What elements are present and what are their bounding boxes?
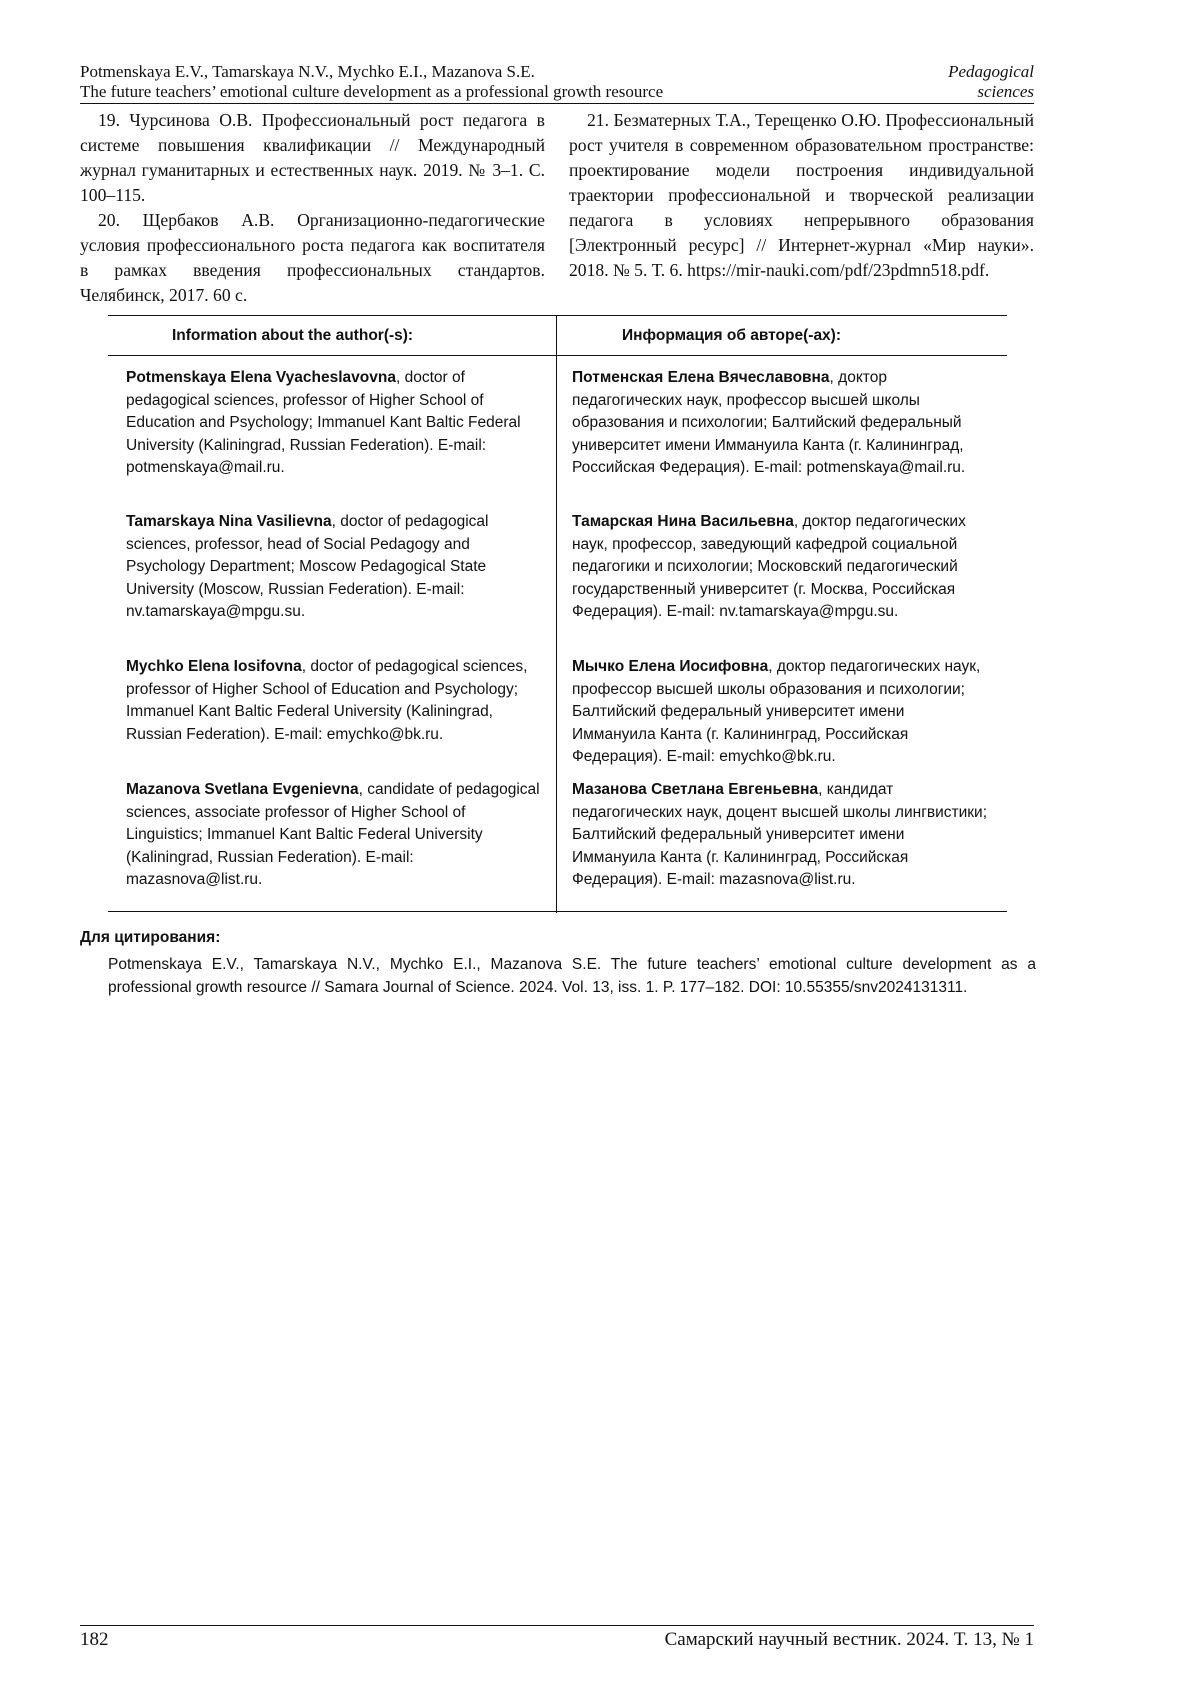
journal-issue: Самарский научный вестник. 2024. Т. 13, № 1 (664, 1629, 1034, 1650)
section-line-1: Pedagogical (948, 62, 1034, 81)
author-1-desc-en: , doctor of pedagogical sciences, professor of Higher School of Education and Psychology; Immanuel Kant Baltic Federal University (Kaliningrad, Russian Federation). E-mail: potmenskaya@mail.ru. (126, 369, 521, 476)
author-2-desc-en: , doctor of pedagogical sciences, professor, head of Social Pedagogy and Psychology Department; Moscow Pedagogical State University (Moscow, Russian Federation). E-mail: nv.tamarskaya@mpgu.su. (126, 513, 489, 620)
author-3-ru (572, 656, 990, 769)
author-2-desc-ru: , доктор педагогических наук, профессор, заведующий кафедрой социальной педагогики и психологии; Московский педагогический государственный университет (г. Москва, Российская Федерация). E-mail: nv.tamarskaya@mpgu.su. (572, 513, 966, 620)
author-2-name-ru: Тамарская Нина Васильевна (572, 513, 794, 530)
running-header-article-title: The future teachers’ emotional culture development as a professional growth resource (80, 82, 664, 101)
author-4-ru (572, 779, 990, 892)
author-4-name-en: Mazanova Svetlana Evgenievna (126, 781, 359, 798)
author-4-desc-ru: , кандидат педагогических наук, доцент высшей школы лингвистики; Балтийский федеральный университет имени Иммануила Канта (г. Калининград, Российская Федерация). E-mail: mazasnova@list.ru. (572, 781, 987, 888)
author-1-ru (572, 367, 990, 480)
header-rule (80, 103, 1034, 104)
author-info-header-en: Information about the author(-s): (172, 327, 414, 344)
citation-label: Для цитирования: (80, 929, 221, 946)
running-header-section (834, 62, 1034, 102)
table-rule-top (108, 315, 1007, 316)
reference-21: 21. Безматерных Т.А., Терещенко О.Ю. Профессиональный рост учителя в современном образовательном пространстве: проектирование модели построения индивидуальной траектории профессиональной и творческой реализации педагога в условиях непрерывного образования [Электронный ресурс] // Интернет-журнал «Мир науки». 2018. № 5. Т. 6. https://mir-nauki.com/pdf/23pdmn518.pdf. (569, 110, 1034, 280)
references-column-2 (569, 108, 1034, 283)
page-number: 182 (80, 1629, 109, 1650)
author-3-desc-ru: , доктор педагогических наук, профессор высшей школы образования и психологии; Балтийский федеральный университет имени Иммануила Канта (г. Калининград, Российская Федерация). E-mail: emychko@bk.ru. (572, 658, 981, 765)
author-info-header-ru: Информация об авторе(-ах): (622, 327, 842, 344)
author-3-name-en: Mychko Elena Iosifovna (126, 658, 302, 675)
author-3-en (126, 656, 544, 746)
section-line-2: sciences (977, 82, 1034, 101)
table-column-divider (556, 315, 557, 913)
author-info-table (108, 315, 1007, 913)
reference-19: 19. Чурсинова О.В. Профессиональный рост педагога в системе повышения квалификации // Международный журнал гуманитарных и естественных наук. 2019. № 3–1. С. 100–115. (80, 110, 545, 205)
running-header-authors: Potmenskaya E.V., Tamarskaya N.V., Mychko E.I., Mazanova S.E. (80, 62, 535, 81)
table-rule-bottom (108, 911, 1007, 912)
author-1-name-ru: Потменская Елена Вячеславовна (572, 369, 830, 386)
author-1-en (126, 367, 544, 480)
author-2-name-en: Tamarskaya Nina Vasilievna (126, 513, 332, 530)
author-3-desc-en: , doctor of pedagogical sciences, professor of Higher School of Education and Psychology; Immanuel Kant Baltic Federal University (Kaliningrad, Russian Federation). E-mail: emychko@bk.ru. (126, 658, 528, 743)
reference-20: 20. Щербаков А.В. Организационно-педагогические условия профессионального роста педагога как воспитателя в рамках введения профессиональных стандартов. Челябинск, 2017. 60 с. (80, 210, 545, 305)
table-rule-header (108, 355, 1007, 356)
references-column-1 (80, 108, 545, 308)
author-4-en (126, 779, 544, 892)
author-3-name-ru: Мычко Елена Иосифовна (572, 658, 769, 675)
author-4-name-ru: Мазанова Светлана Евгеньевна (572, 781, 819, 798)
author-4-desc-en: , candidate of pedagogical sciences, associate professor of Higher School of Linguistics; Immanuel Kant Baltic Federal University (Kaliningrad, Russian Federation). E-mail: mazasnova@list.ru. (126, 781, 540, 888)
footer-rule (80, 1625, 1034, 1626)
author-2-en (126, 511, 544, 624)
author-1-desc-ru: , доктор педагогических наук, профессор высшей школы образования и психологии; Балтийский федеральный университет имени Иммануила Канта (г. Калининград, Российская Федерация). E-mail: potmenskaya@mail.ru. (572, 369, 966, 476)
author-1-name-en: Potmenskaya Elena Vyacheslavovna (126, 369, 396, 386)
author-2-ru (572, 511, 990, 624)
running-header-left (80, 62, 800, 102)
citation-text: Potmenskaya E.V., Tamarskaya N.V., Mychko E.I., Mazanova S.E. The future teachers’ emotional culture development as a professional growth resource // Samara Journal of Science. 2024. Vol. 13, iss. 1. P. 177–182. DOI: 10.55355/snv2024131311. (108, 956, 1036, 996)
